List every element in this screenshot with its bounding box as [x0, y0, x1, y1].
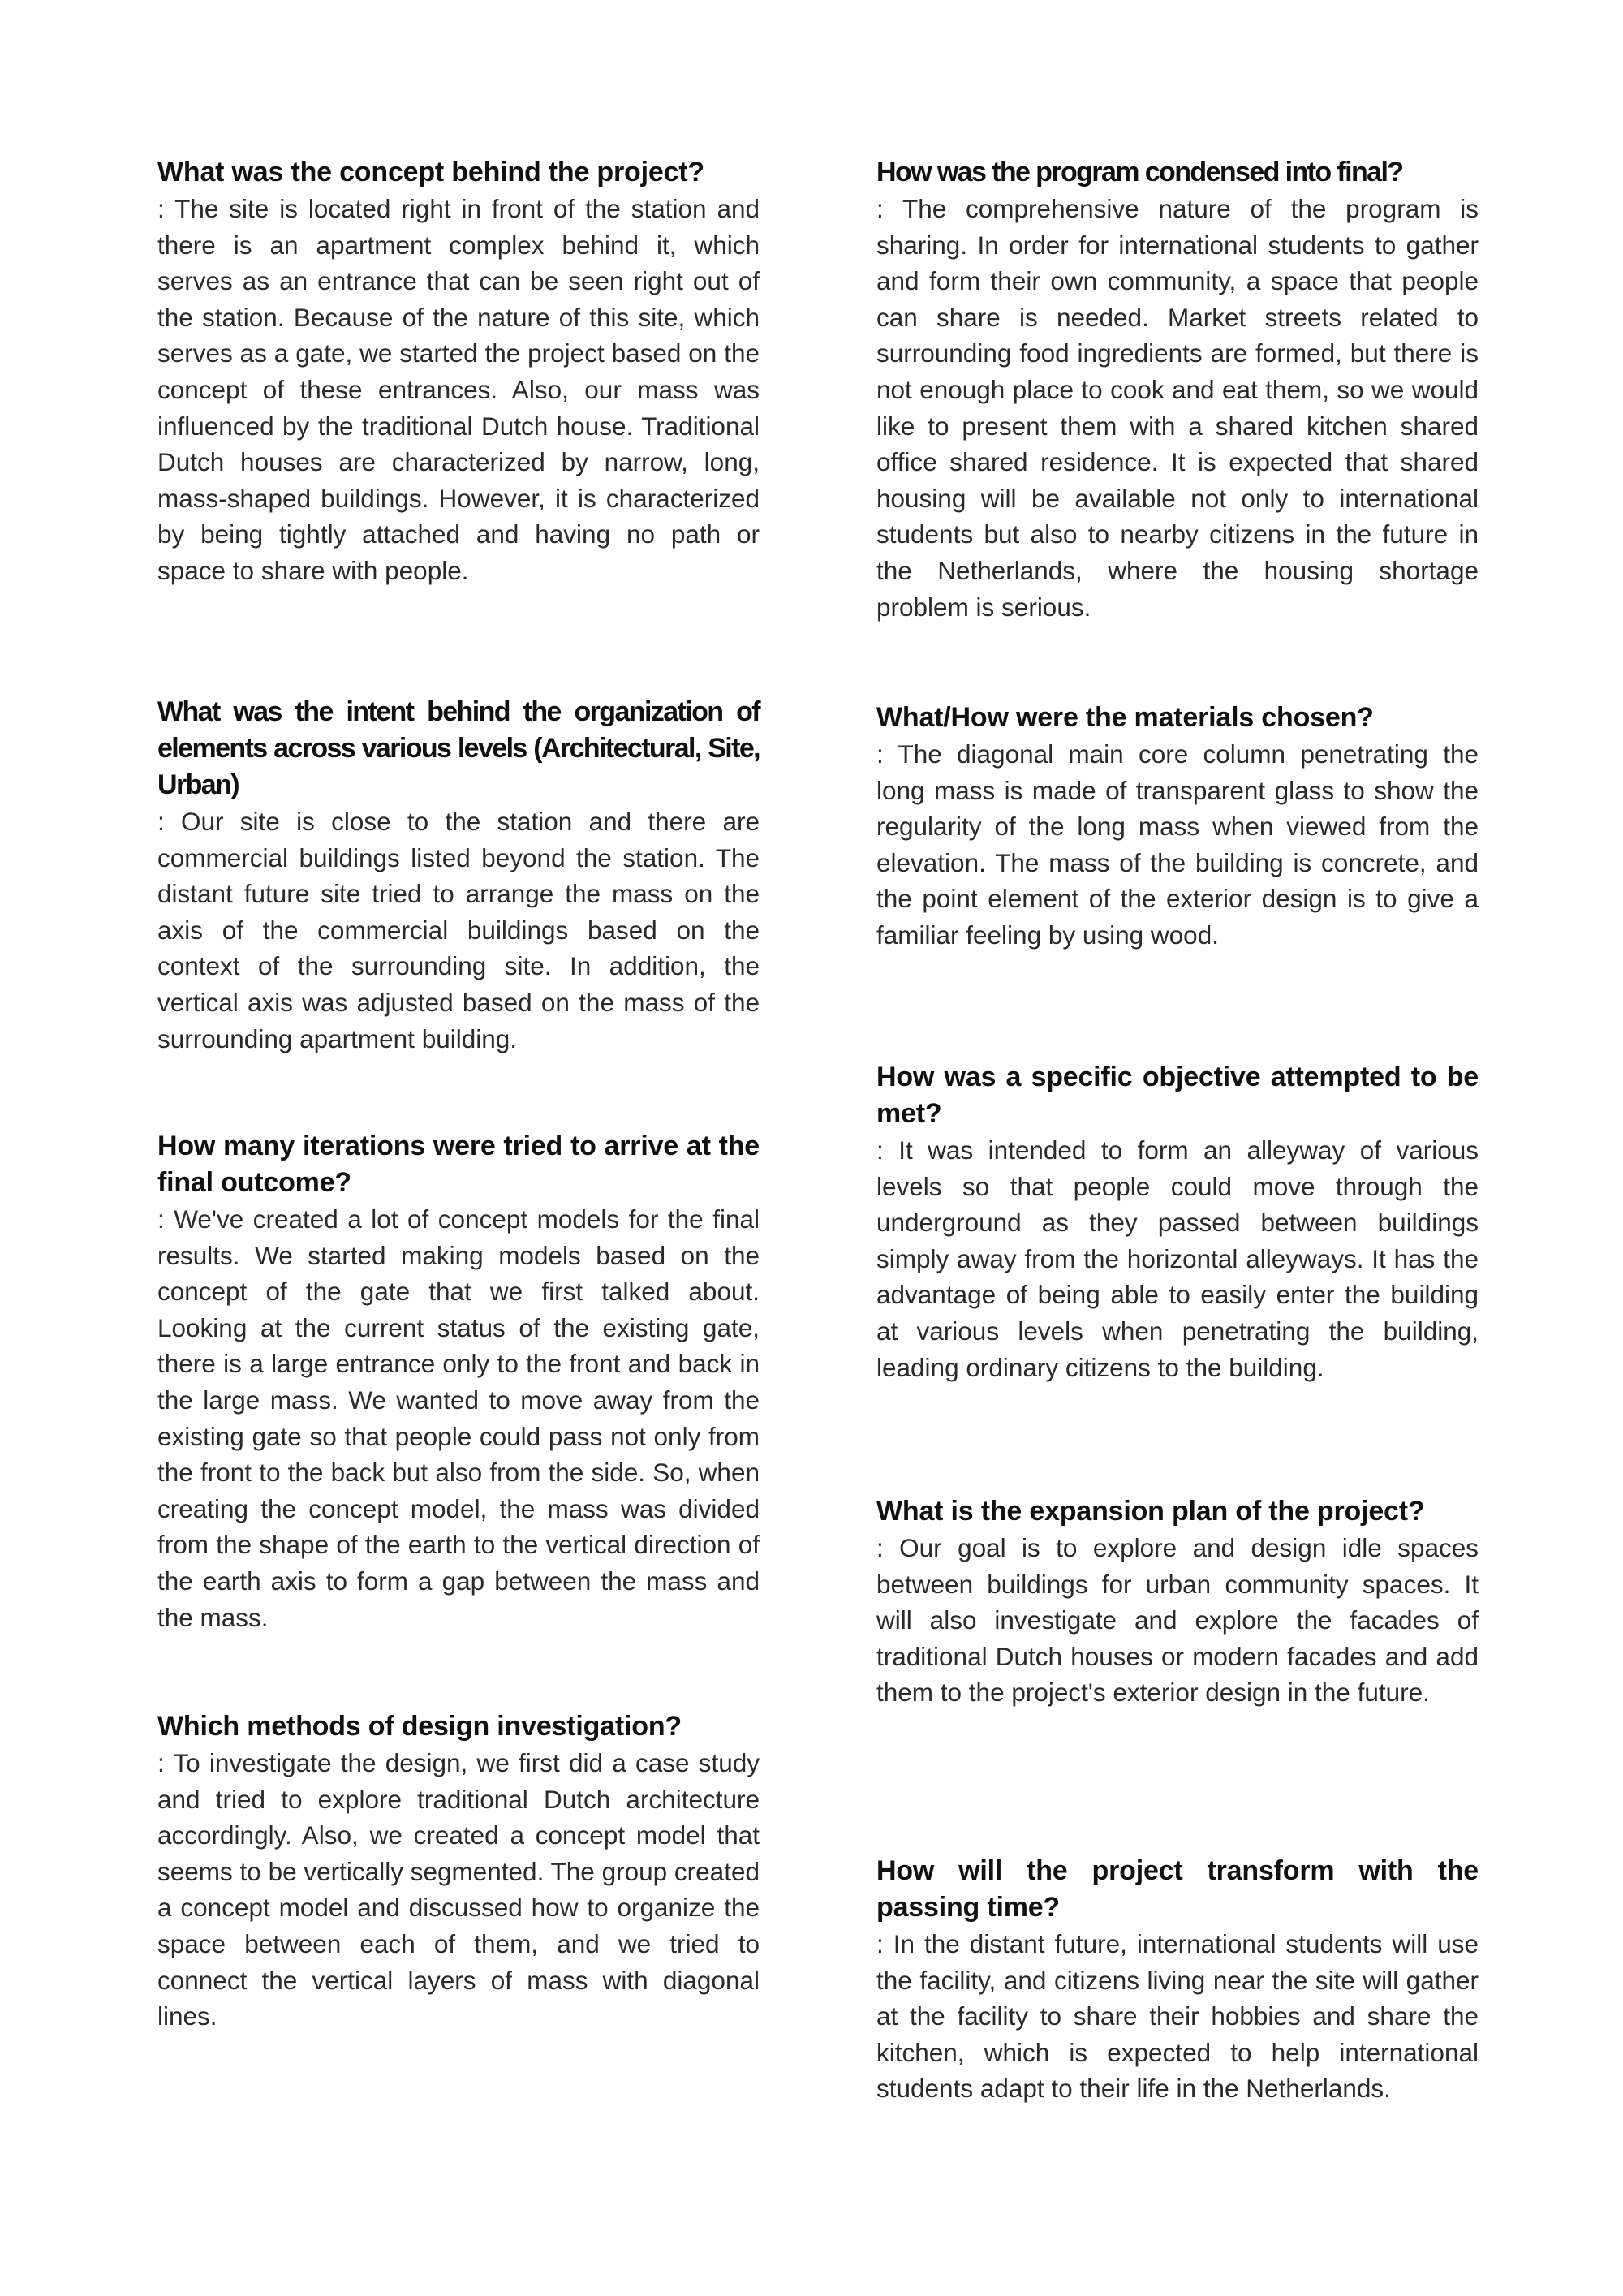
section-heading: What was the concept behind the project? — [157, 157, 704, 187]
section-body: : Our site is close to the station and there are commercial buildings listed beyond the station. The distant future site tried to arrange the mass on the axis of the commercial buildings based on the context of the surrounding site. In addition, the vertical axis was adjusted based on the mass of the surrounding apartment building. — [157, 807, 760, 1053]
section-body: : Our goal is to explore and design idle spaces between buildings for urban community spaces. It will also investigate and explore the facades of traditional Dutch houses or modern facades and add them to the project's exterior design in the future. — [876, 1533, 1479, 1708]
section-heading: Which methods of design investigation? — [157, 1711, 682, 1742]
section-heading: What/How were the materials chosen? — [876, 702, 1374, 733]
section-body: : It was intended to form an alleyway of various levels so that people could move through the underground as they passed between buildings simply away from the horizontal alleyways. It has the advantage of being able to easily enter the building at various levels when penetrating the building, leading ordinary citizens to the building. — [876, 1135, 1479, 1382]
section-heading: What is the expansion plan of the project? — [876, 1496, 1425, 1527]
qa-section-transform — [876, 1853, 1479, 2107]
section-heading: How many iterations were tried to arrive at the final outcome? — [157, 1131, 760, 1198]
qa-section-expansion — [876, 1493, 1479, 1711]
section-body: : The site is located right in front of the station and there is an apartment complex behind it, which serves as an entrance that can be seen right out of the station. Because of the nature of this site, which serves as a gate, we started the project based on the concept of these entrances. Also, our mass was influenced by the traditional Dutch house. Traditional Dutch houses are characterized by narrow, long, mass-shaped buildings. However, it is characterized by being tightly attached and having no path or space to share with people. — [157, 194, 760, 585]
section-body: : In the distant future, international students will use the facility, and citizens living near the site will gather at the facility to share their hobbies and share the kitchen, which is expected to help international students adapt to their life in the Netherlands. — [876, 1929, 1479, 2104]
section-heading: How was a specific objective attempted to be met? — [876, 1062, 1479, 1129]
qa-section-iterations — [157, 1128, 760, 1635]
section-heading: How will the project transform with the passing time? — [876, 1855, 1479, 1923]
qa-section-concept — [157, 154, 760, 589]
section-body: : To investigate the design, we first did a case study and tried to explore traditional Dutch architecture accordingly. Also, we created a concept model that seems to be vertically segmented. The group created a concept model and discussed how to organize the space between each of them, and we tried to connect the vertical layers of mass with diagonal lines. — [157, 1748, 760, 2031]
qa-section-program — [876, 154, 1479, 625]
section-heading: How was the program condensed into final? — [876, 157, 1403, 187]
section-body: : The comprehensive nature of the program is sharing. In order for international students to gather and form their own community, a space that people can share is needed. Market streets related to surrounding food ingredients are formed, but there is not enough place to cook and eat them, so we would like to present them with a shared kitchen shared office shared residence. It is expected that shared housing will be available not only to international students but also to nearby citizens in the future in the Netherlands, where the housing shortage problem is serious. — [876, 194, 1479, 622]
qa-section-methods — [157, 1708, 760, 2035]
section-body: : The diagonal main core column penetrating the long mass is made of transparent glass to show the regularity of the long mass when viewed from the elevation. The mass of the building is concrete, and the point element of the exterior design is to give a familiar feeling by using wood. — [876, 739, 1479, 950]
qa-section-materials — [876, 700, 1479, 954]
qa-section-organization — [157, 694, 760, 1057]
section-body: : We've created a lot of concept models for the final results. We started making models based on the concept of the gate that we first talked about. Looking at the current status of the existing gate, there is a large entrance only to the front and back in the large mass. We wanted to move away from the existing gate so that people could pass not only from the front to the back but also from the side. So, when creating the concept model, the mass was divided from the shape of the earth to the vertical direction of the earth axis to form a gap between the mass and the mass. — [157, 1204, 760, 1632]
section-heading: What was the intent behind the organization of elements across various levels (Architectural, Site, Urban) — [157, 696, 760, 800]
qa-section-objective — [876, 1059, 1479, 1385]
